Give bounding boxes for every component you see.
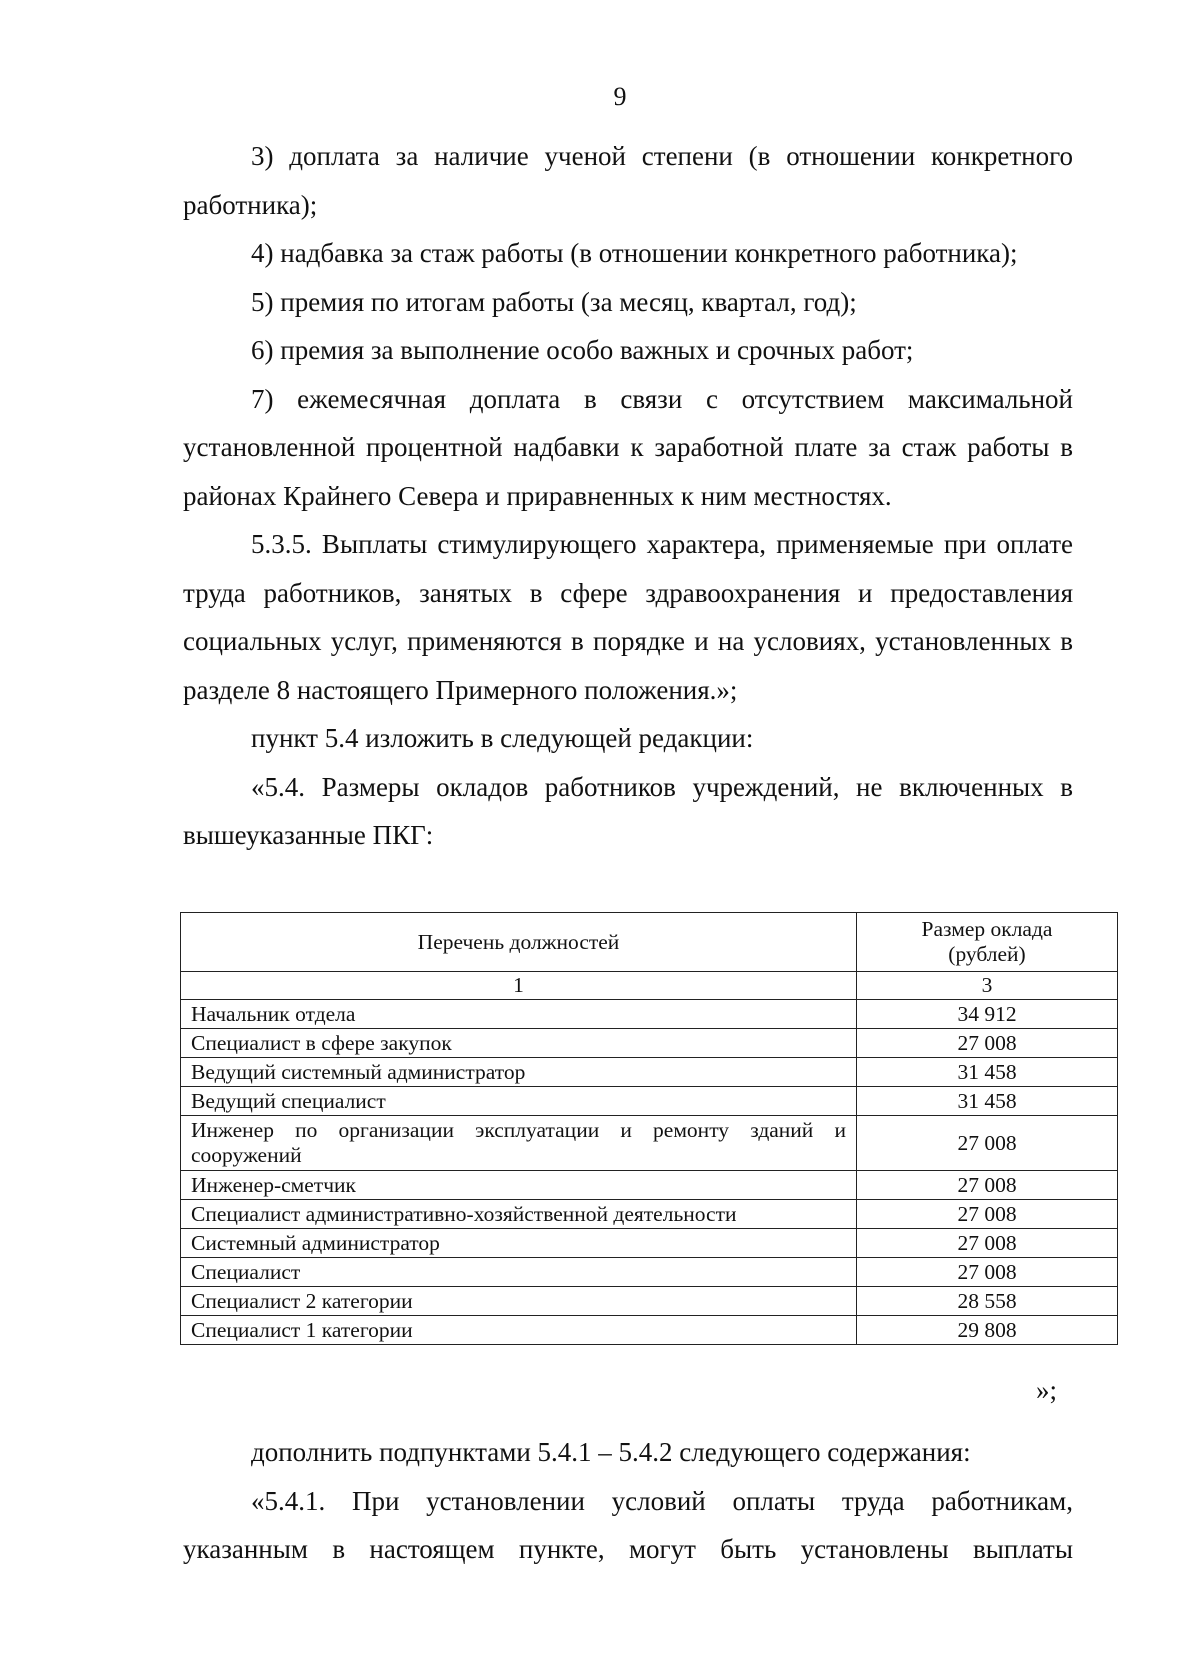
table-row <box>181 1058 1118 1087</box>
table-row <box>181 1029 1118 1058</box>
table-row <box>181 1287 1118 1316</box>
salary-value: 31 458 <box>857 1058 1118 1087</box>
salary-value: 29 808 <box>857 1316 1118 1345</box>
header-salary-line2: (рублей) <box>948 942 1026 966</box>
header-positions: Перечень должностей <box>181 913 857 972</box>
paragraph-5-3-5: 5.3.5. Выплаты стимулирующего характера, применяемые при оплате труда работников, занятых в сфере здравоохранения и предоставления социальных услуг, применяются в порядке и на условиях, установленных в разделе 8 настоящего Примерного положения.»; <box>183 529 1073 705</box>
column-number-1: 1 <box>181 972 857 1000</box>
column-number-row <box>181 972 1118 1000</box>
position-name: Специалист административно-хозяйственной деятельности <box>181 1200 857 1229</box>
salary-value: 28 558 <box>857 1287 1118 1316</box>
paragraph-item-7: 7) ежемесячная доплата в связи с отсутствием максимальной установленной процентной надбавки к заработной плате за стаж работы в районах Крайнего Севера и приравненных к ним местностях. <box>183 383 1073 511</box>
salary-value: 27 008 <box>857 1171 1118 1200</box>
salary-value: 27 008 <box>857 1029 1118 1058</box>
position-name: Начальник отдела <box>181 1000 857 1029</box>
position-name: Инженер по организации эксплуатации и ремонту зданий и сооружений <box>181 1116 857 1171</box>
table-row <box>181 1229 1118 1258</box>
salary-value: 27 008 <box>857 1229 1118 1258</box>
salary-table-wrapper <box>180 912 1118 1345</box>
paragraph-amend-5-4-1-5-4-2: дополнить подпунктами 5.4.1 – 5.4.2 следующего содержания: <box>251 1437 971 1467</box>
position-name: Специалист в сфере закупок <box>181 1029 857 1058</box>
header-salary-size <box>857 913 1118 972</box>
paragraph-amend-5-4: пункт 5.4 изложить в следующей редакции: <box>251 723 754 753</box>
header-salary-line1: Размер оклада <box>921 917 1053 941</box>
paragraph-item-3: 3) доплата за наличие ученой степени (в отношении конкретного работника); <box>183 141 1073 220</box>
position-name: Ведущий системный администратор <box>181 1058 857 1087</box>
paragraph-5-4: «5.4. Размеры окладов работников учреждений, не включенных в вышеуказанные ПКГ: <box>183 771 1073 850</box>
table-row <box>181 1000 1118 1029</box>
closing-quote: »; <box>1036 1375 1058 1405</box>
position-name: Ведущий специалист <box>181 1087 857 1116</box>
position-name: Специалист 2 категории <box>181 1287 857 1316</box>
table-row <box>181 1087 1118 1116</box>
position-name: Системный администратор <box>181 1229 857 1258</box>
salary-value: 27 008 <box>857 1116 1118 1171</box>
table-row <box>181 1171 1118 1200</box>
column-number-3: 3 <box>857 972 1118 1000</box>
salary-value: 31 458 <box>857 1087 1118 1116</box>
position-name: Специалист <box>181 1258 857 1287</box>
table-header-row <box>181 913 1118 972</box>
tail-text <box>183 1428 1073 1574</box>
position-name: Специалист 1 категории <box>181 1316 857 1345</box>
table-row <box>181 1116 1118 1171</box>
position-name: Инженер-сметчик <box>181 1171 857 1200</box>
salary-value: 27 008 <box>857 1258 1118 1287</box>
salary-value: 34 912 <box>857 1000 1118 1029</box>
table-row <box>181 1316 1118 1345</box>
paragraph-item-4: 4) надбавка за стаж работы (в отношении конкретного работника); <box>251 238 1018 268</box>
salary-table <box>180 912 1118 1345</box>
paragraph-item-5: 5) премия по итогам работы (за месяц, квартал, год); <box>251 286 857 317</box>
page-number: 9 <box>613 82 627 111</box>
table-row <box>181 1258 1118 1287</box>
paragraph-item-6: 6) премия за выполнение особо важных и срочных работ; <box>251 335 914 365</box>
salary-value: 27 008 <box>857 1200 1118 1229</box>
table-row <box>181 1200 1118 1229</box>
paragraph-5-4-1: «5.4.1. При установлении условий оплаты труда работникам, указанным в настоящем пункте, могут быть установлены выплаты <box>183 1485 1073 1564</box>
body-text <box>183 132 1073 860</box>
